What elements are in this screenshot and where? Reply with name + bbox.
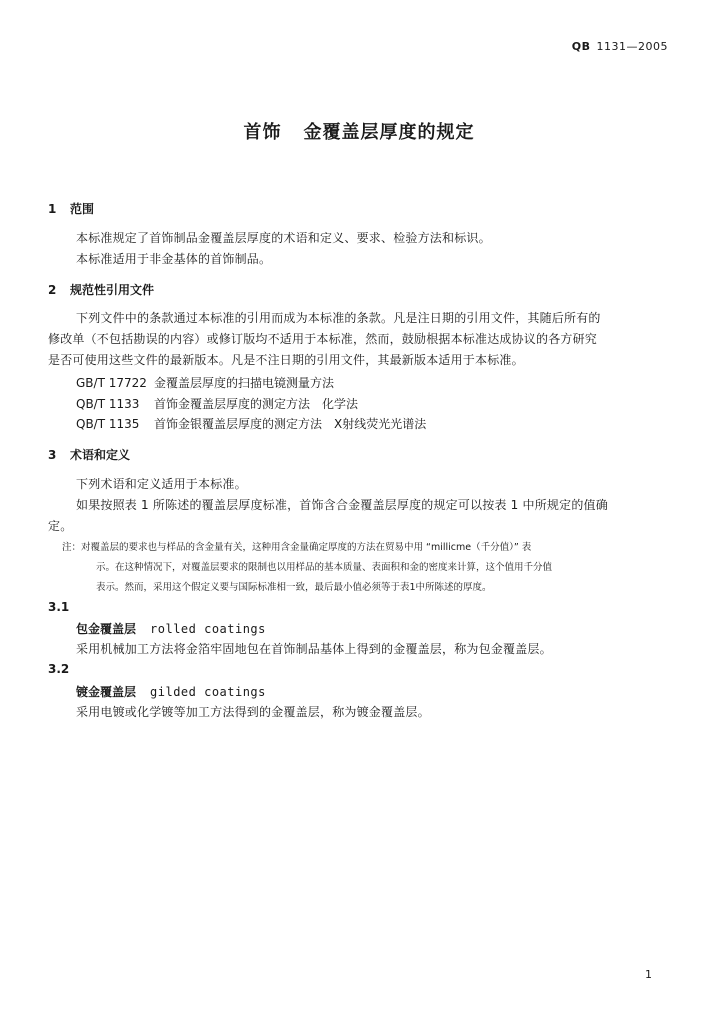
document-title — [0, 118, 718, 144]
reference-title: 首饰金银覆盖层厚度的测定方法 X射线荧光光谱法 — [154, 417, 427, 431]
reference-item — [76, 374, 334, 391]
term-english: rolled coatings — [150, 622, 266, 636]
section2-heading — [48, 281, 154, 298]
standard-prefix: QB — [571, 40, 591, 53]
subsection-number: 3.1 — [48, 600, 70, 614]
section1-number: 1 — [48, 202, 57, 216]
section3-title: 术语和定义 — [70, 448, 131, 462]
reference-item — [76, 415, 426, 432]
term-chinese: 包金覆盖层 — [76, 622, 137, 636]
section2-title: 规范性引用文件 — [70, 283, 155, 297]
section3-heading — [48, 446, 130, 463]
section1-title: 范围 — [70, 202, 95, 216]
reference-code: QB/T 1133 — [76, 397, 140, 411]
reference-code: QB/T 1135 — [76, 417, 140, 431]
note-line1: 注：对覆盖层的要求也与样品的含金量有关，这种用含金量确定厚度的方法在贸易中用 “millicme（千分值）” 表 — [62, 542, 532, 553]
standard-number: 1131—2005 — [596, 40, 668, 53]
reference-item — [76, 395, 358, 412]
title-part2: 金覆盖层厚度的规定 — [303, 122, 475, 143]
term-definition: 采用机械加工方法将金箔牢固地包在首饰制品基体上得到的金覆盖层，称为包金覆盖层。 — [76, 642, 552, 656]
section2-number: 2 — [48, 283, 57, 297]
term-entry — [76, 683, 266, 700]
reference-title: 金覆盖层厚度的扫描电镜测量方法 — [154, 376, 335, 390]
section3-paragraph1: 下列术语和定义适用于本标准。 — [76, 477, 247, 491]
term-chinese: 镀金覆盖层 — [76, 685, 137, 699]
section2-paragraph-line2: 修改单（不包括勘误的内容）或修订版均不适用于本标准，然而，鼓励根据本标准达成协议的各方研究 — [48, 332, 598, 346]
section2-paragraph-line1: 下列文件中的条款通过本标准的引用而成为本标准的条款。凡是注日期的引用文件，其随后所有的 — [76, 311, 601, 325]
term-definition: 采用电镀或化学镀等加工方法得到的金覆盖层，称为镀金覆盖层。 — [76, 705, 430, 719]
section2-paragraph-line3: 是否可使用这些文件的最新版本。凡是不注日期的引用文件，其最新版本适用于本标准。 — [48, 353, 524, 367]
page-number: 1 — [645, 968, 652, 981]
reference-title: 首饰金覆盖层厚度的测定方法 化学法 — [154, 397, 359, 411]
section1-heading — [48, 200, 94, 217]
section1-paragraph2: 本标准适用于非金基体的首饰制品。 — [76, 252, 272, 266]
term-english: gilded coatings — [150, 685, 266, 699]
section3-number: 3 — [48, 448, 57, 462]
section1-paragraph1: 本标准规定了首饰制品金覆盖层厚度的术语和定义、要求、检验方法和标识。 — [76, 231, 491, 245]
title-part1: 首饰 — [243, 122, 282, 143]
section3-paragraph2-line2: 定。 — [48, 519, 73, 533]
subsection-number: 3.2 — [48, 662, 70, 676]
note-line2: 示。在这种情况下，对覆盖层要求的限制也以用样品的基本质量、表面积和金的密度来计算，这个值用千分值 — [96, 562, 553, 573]
reference-code: GB/T 17722 — [76, 376, 147, 390]
note-line3: 表示。然而，采用这个假定义要与国际标准相一致，最后最小值必须等于表1中所陈述的厚度。 — [96, 582, 492, 593]
term-entry — [76, 620, 266, 637]
section3-paragraph2-line1: 如果按照表 1 所陈述的覆盖层厚度标准，首饰含合金覆盖层厚度的规定可以按表 1 中所规定的值确 — [76, 498, 608, 512]
standard-code — [572, 40, 668, 53]
